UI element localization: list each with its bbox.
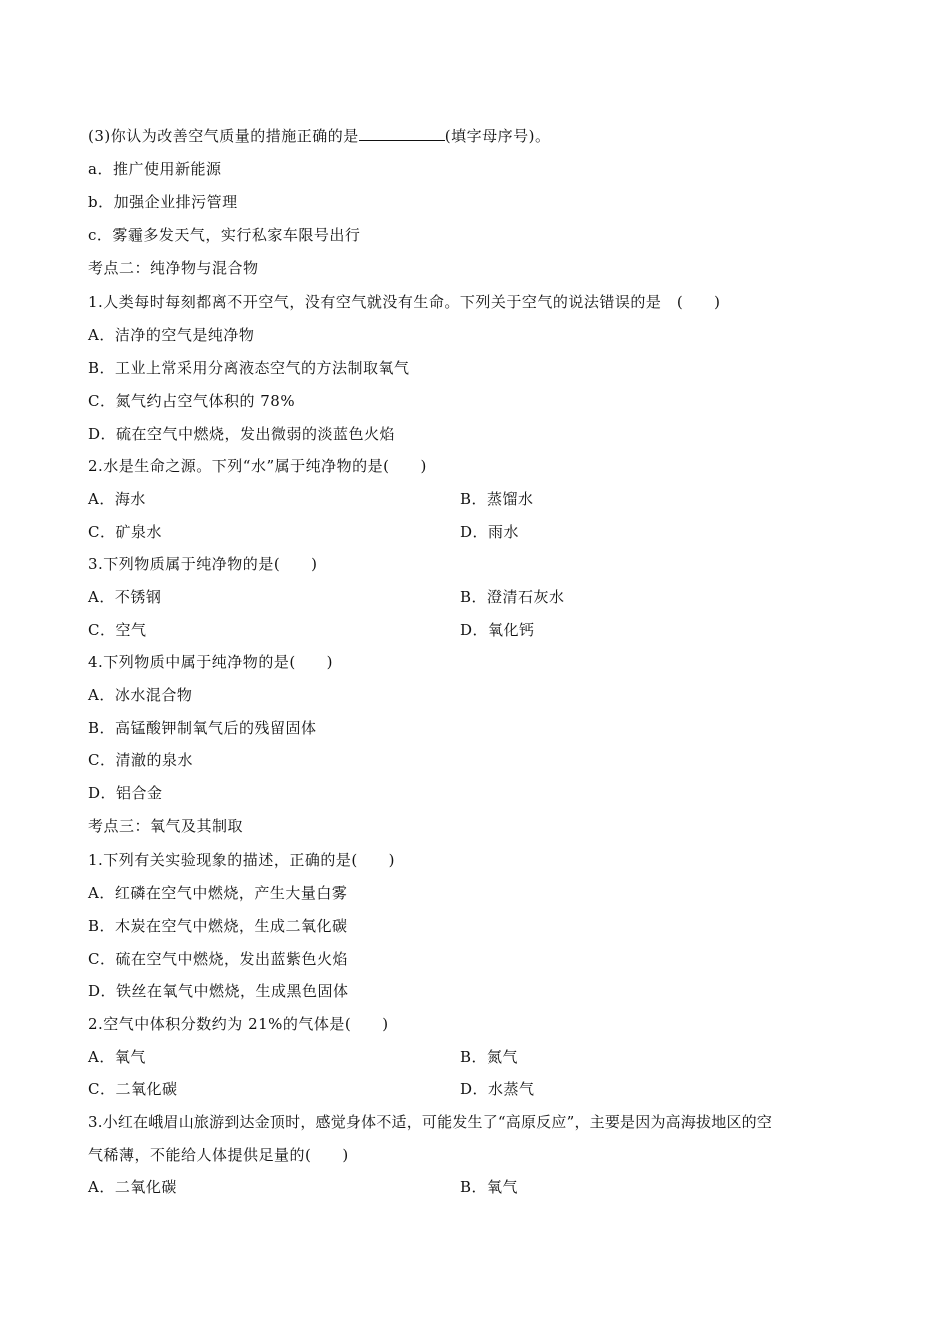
option-c: C．二氧化碳 <box>88 1080 178 1098</box>
answer-blank <box>359 126 445 141</box>
question-3: 3.下列物质属于纯净物的是( ) <box>88 555 318 573</box>
option-c: C．氮气约占空气体积的 78% <box>88 392 296 410</box>
question-2: 2.空气中体积分数约为 21%的气体是( ) <box>88 1015 389 1033</box>
question-3-text: (3)你认为改善空气质量的措施正确的是 <box>88 127 359 145</box>
option-a: A．冰水混合物 <box>88 686 193 704</box>
question-4: 4.下列物质中属于纯净物的是( ) <box>88 653 334 671</box>
option-b: B．蒸馏水 <box>460 490 534 508</box>
question-1: 1.下列有关实验现象的描述，正确的是( ) <box>88 851 396 869</box>
option-b: B．澄清石灰水 <box>460 588 565 606</box>
question-2: 2.水是生命之源。下列“水”属于纯净物的是( ) <box>88 457 427 475</box>
option-b: b．加强企业排污管理 <box>88 193 238 211</box>
option-a: A．不锈钢 <box>88 588 162 606</box>
option-b: B．木炭在空气中燃烧，生成二氧化碳 <box>88 917 348 935</box>
option-b: B．高锰酸钾制氧气后的残留固体 <box>88 719 317 737</box>
option-a: A．二氧化碳 <box>88 1178 177 1196</box>
option-b: B．氧气 <box>460 1178 519 1196</box>
option-a: A．洁净的空气是纯净物 <box>88 326 255 344</box>
option-c: C．矿泉水 <box>88 523 162 541</box>
option-b: B．工业上常采用分离液态空气的方法制取氧气 <box>88 359 410 377</box>
section-heading-2: 考点二：纯净物与混合物 <box>88 259 259 277</box>
option-a: A．氧气 <box>88 1048 146 1066</box>
option-c: C．空气 <box>88 621 147 639</box>
option-d: D．雨水 <box>460 523 520 541</box>
option-d: D．硫在空气中燃烧，发出微弱的淡蓝色火焰 <box>88 425 396 443</box>
question-3-measures <box>88 126 550 146</box>
option-c: C．硫在空气中燃烧，发出蓝紫色火焰 <box>88 950 348 968</box>
option-c: C．清澈的泉水 <box>88 751 193 769</box>
option-a: A．红磷在空气中燃烧，产生大量白雾 <box>88 884 348 902</box>
option-d: D．铁丝在氧气中燃烧，生成黑色固体 <box>88 982 349 1000</box>
option-c: c．雾霾多发天气，实行私家车限号出行 <box>88 226 361 244</box>
option-a: A．海水 <box>88 490 146 508</box>
question-1: 1.人类每时每刻都离不开空气，没有空气就没有生命。下列关于空气的说法错误的是 ( ) <box>88 293 721 311</box>
option-d: D．氧化钙 <box>460 621 535 639</box>
section-heading-3: 考点三：氧气及其制取 <box>88 817 244 835</box>
question-3-line-2: 气稀薄，不能给人体提供足量的( ) <box>88 1146 349 1164</box>
question-3-suffix: (填字母序号)。 <box>444 127 551 145</box>
option-d: D．水蒸气 <box>460 1080 535 1098</box>
option-b: B．氮气 <box>460 1048 519 1066</box>
option-a: a．推广使用新能源 <box>88 160 222 178</box>
question-3-line-1: 3.小红在峨眉山旅游到达金顶时，感觉身体不适，可能发生了“高原反应”，主要是因为高海拔地区的空 <box>88 1113 773 1131</box>
option-d: D．铝合金 <box>88 784 163 802</box>
